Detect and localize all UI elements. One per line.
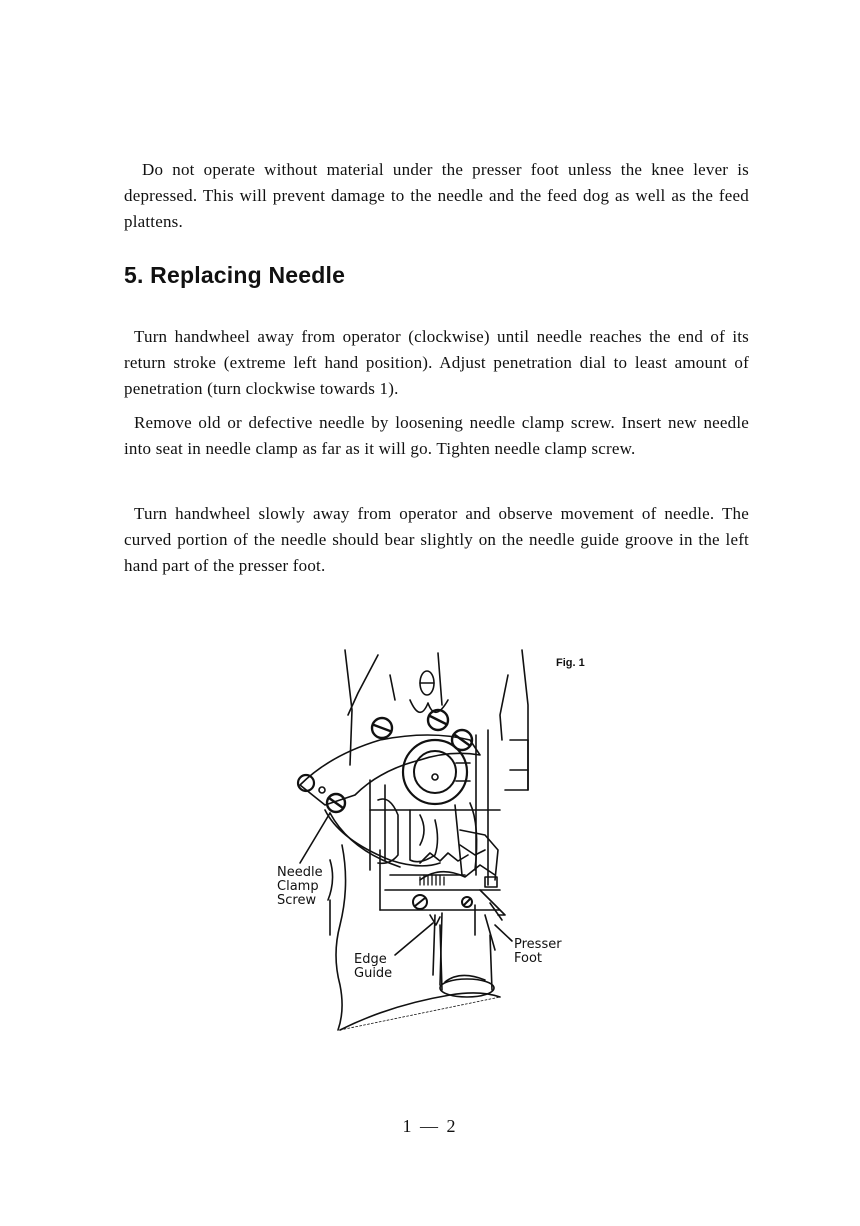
presser-foot-leader xyxy=(495,925,512,941)
instruction-paragraph-turn-handwheel: Turn handwheel away from operator (clockwise) until needle reaches the end of its return stroke (extreme left hand position). Adjust penetration dial to least amount of penetration (turn clockwise towards 1). xyxy=(124,327,749,398)
fabric-left-edge xyxy=(336,845,346,1030)
presser-foot-outline xyxy=(480,890,505,915)
warning-paragraph: Do not operate without material under the presser foot unless the knee lever is depressed. This will prevent damage to the needle and the feed dog as well as the feed plattens. xyxy=(124,160,749,231)
instruction-paragraph-observe-needle: Turn handwheel slowly away from operator and observe movement of needle. The curved portion of the needle should bear slightly on the needle guide groove in the left hand part of the presser foot. xyxy=(124,504,749,575)
needle-bar-arm xyxy=(348,655,378,715)
needle-bar-center-left xyxy=(390,675,395,700)
needle-clamp-illustration xyxy=(270,645,600,1040)
section-heading: 5. Replacing Needle xyxy=(124,262,346,288)
housing-right-edge xyxy=(522,650,528,790)
edge-guide-label: Edge Guide xyxy=(354,952,393,981)
needle-bar-right-line xyxy=(500,675,508,740)
presser-foot-label: Presser Foot xyxy=(514,937,562,966)
needle-clamp-screw-leader xyxy=(300,813,330,863)
figure-title: Fig. 1 xyxy=(556,657,585,669)
page-number: 1 — 2 xyxy=(402,1116,458,1136)
instruction-paragraph-remove-needle: Remove old or defective needle by loosening needle clamp screw. Insert new needle into seat in needle clamp as far as it will go. Tighten needle clamp screw. xyxy=(124,413,749,458)
needle-clamp-screw-label: Needle Clamp Screw xyxy=(277,865,323,908)
needle-bar-center-right xyxy=(438,653,442,705)
